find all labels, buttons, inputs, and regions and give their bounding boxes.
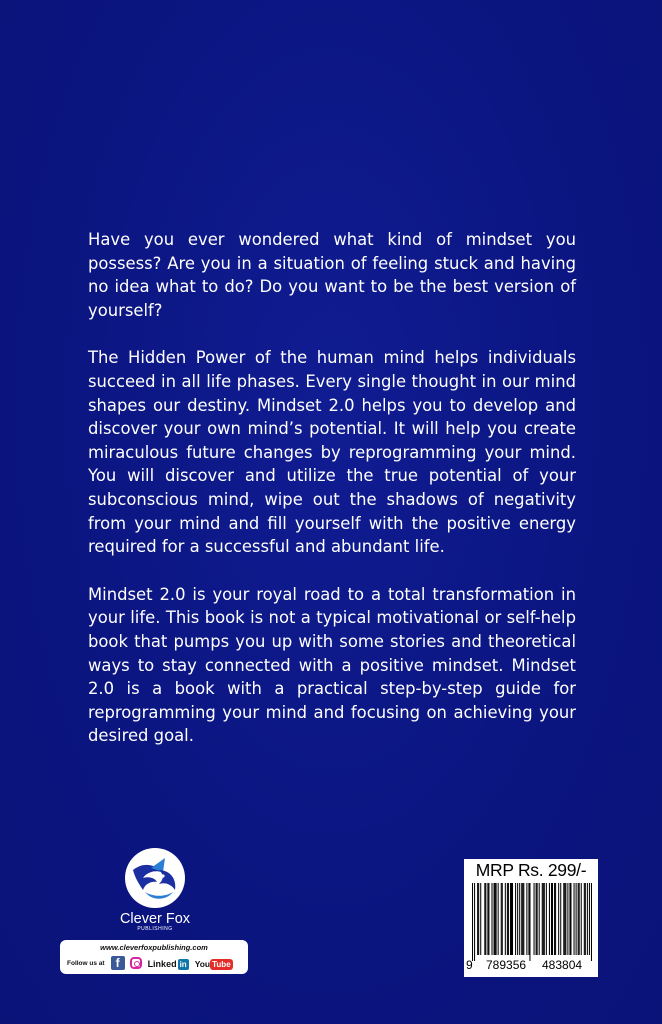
barcode-bar [495,883,496,955]
publisher-name: Clever Fox [119,911,191,927]
barcode-bar [543,883,544,955]
barcode-bar [549,883,550,955]
barcode-bar [546,883,547,955]
barcode-bar [472,883,473,961]
fox-icon [125,848,185,908]
isbn-digit-first: 9 [466,958,473,972]
barcode-bar [539,883,540,955]
linkedin-badge: in [179,960,187,969]
barcode-bar [578,883,579,955]
barcode-bar [494,883,495,955]
barcode-box [464,859,598,977]
blurb-paragraph-3: Mindset 2.0 is your royal road to a total transformation in your life. This book is not a typical motivational or self-help book that pumps you up with some stories and theoretical ways to stay connected with a positive mindset. Mindset 2.0 is a book with a practical step-by-step guide for reprogramming your mind and focusing on achieving your desired goal. [88,584,576,746]
barcode-bar [555,883,556,955]
barcode-bar [565,883,566,955]
barcode-bar [488,883,489,955]
barcode-bar [537,883,538,955]
barcode-bar [526,883,527,955]
mrp-price: MRP Rs. 299/- [475,860,587,880]
barcode-bar [496,883,497,955]
barcode-bar [529,883,530,961]
barcode-bar [570,883,571,955]
barcode-bar [517,883,518,955]
isbn-digit-group-2: 483804 [542,958,583,972]
barcode-bar [560,883,561,955]
barcode-bar [564,883,565,955]
barcode-bar [480,883,481,955]
barcode-bar [477,883,478,955]
barcode-bar [551,883,552,955]
barcode-bar [552,883,553,955]
barcode-bar [511,883,512,955]
instagram-icon[interactable] [130,957,142,969]
blurb-paragraph-1: Have you ever wondered what kind of mindset you possess? Are you in a situation of feeling stuck and having no idea what to do? Do you want to be the best version of yourself? [88,230,576,320]
linkedin-icon[interactable] [148,954,195,972]
follow-label: Follow us at [67,959,105,967]
barcode-bar [574,883,575,955]
publisher-logo [110,848,200,932]
barcode-bar [576,883,577,955]
barcode-bar [554,883,555,955]
barcode-bar [591,883,592,961]
barcode-bar [523,883,524,955]
barcode-bar [501,883,502,955]
barcode-bar [536,883,537,955]
barcode-bar [534,883,535,955]
barcode-bar [544,883,545,955]
youtube-text: You [194,959,211,969]
barcode-bar [502,883,503,955]
barcode-bar [579,883,580,955]
barcode-bar [508,883,509,955]
barcode-bar [521,883,522,955]
barcode-bar [563,883,564,955]
barcode-bar [587,883,588,955]
linkedin-text: Linked [147,959,177,969]
follow-row [67,955,233,971]
barcode-bar [567,883,568,955]
social-links-box [60,940,248,974]
isbn-barcode [472,883,592,961]
barcode-bar [487,883,488,955]
facebook-icon[interactable]: f [111,956,125,970]
barcode-bar [589,883,590,955]
barcode-bar [528,883,529,955]
barcode-bar [505,883,506,955]
barcode-bar [519,883,520,955]
barcode-bar [515,883,516,955]
barcode-bar [478,883,479,955]
barcode-bar [522,883,523,955]
barcode-bar [484,883,485,955]
youtube-icon[interactable] [195,954,233,972]
barcode-bar [491,883,492,955]
barcode-bar [485,883,486,955]
barcode-bar [581,883,582,955]
barcode-bar [569,883,570,955]
isbn-digits [464,958,598,974]
website-link[interactable]: www.cleverfoxpublishing.com [100,943,208,952]
barcode-bar [510,883,511,955]
barcode-bar [585,883,586,955]
barcode-bar [474,883,475,961]
youtube-badge: Tube [212,960,231,969]
blurb-paragraph-2: The Hidden Power of the human mind helps individuals succeed in all life phases. Every single thought in our mind shapes our destiny. Mindset 2.0 helps you to develop and discover your own mind’s potential. It will help you create miraculous future changes by reprogramming your mind. You will discover and utilize the true potential of your subconscious mind, wipe out the shadows of negativity from your mind and fill yourself with the positive energy required for a successful and abundant life. [88,348,576,557]
barcode-bar [512,883,513,955]
publisher-subtitle: PUBLISHING [137,926,173,932]
barcode-bar [558,883,559,955]
barcode-bar [507,883,508,955]
barcode-bar [498,883,499,955]
isbn-digit-group-1: 789356 [486,958,527,972]
barcode-bar [542,883,543,955]
book-blurb [88,228,576,748]
barcode-bar [584,883,585,955]
